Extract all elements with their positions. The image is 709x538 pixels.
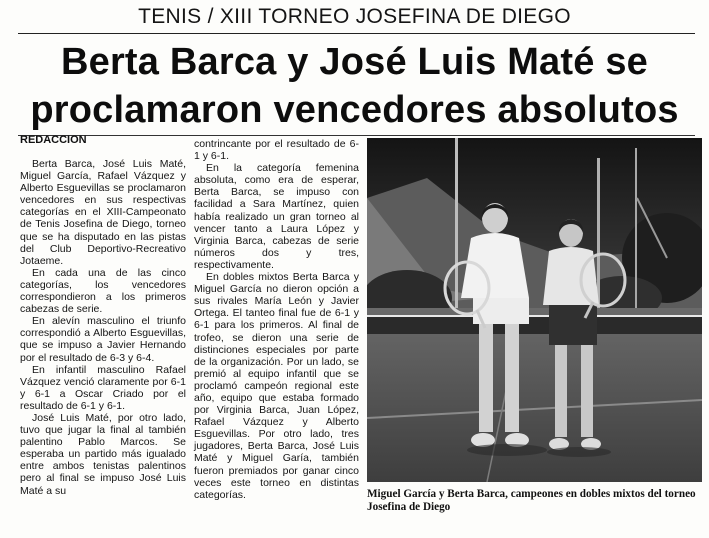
paragraph: En dobles mixtos Berta Barca y Miguel García no dieron opción a sus rivales María León y Javier Ortega. El tanteo final fue de 6-1 y 6-1 para los primeros. Al final de trofeo, se dieron una serie de distinciones especiales por parte de la organización. Por un lado, se premió al equipo infantil que se proclamó campeón regional este año, equipo que estaba formado por Virginia Barca, Juan López, Rafael Vázquez y Alberto Esguevillas. Por otro lado, tres jugadores, Berta Barca, José Luis Maté y Miguel Garía, también fueron premiados por ganar cinco veces este torneo en distintas categorías. [194,271,359,501]
section-header: TENIS / XIII TORNEO JOSEFINA DE DIEGO [138,5,571,28]
paragraph: En alevín masculino el triunfo correspondió a Alberto Esguevillas, que se impuso a Javier Hernando por el resultado de 6-3 y 6-4. [20,315,186,364]
photo-illustration [367,138,702,482]
byline: REDACCION [20,134,87,146]
article-photo [367,138,702,482]
paragraph: contrincante por el resultado de 6-1 y 6-1. [194,138,359,163]
headline-line-1: Berta Barca y José Luis Maté se [60,41,649,83]
article-column-1 [20,158,186,497]
paragraph: En la categoría femenina absoluta, como era de esperar, Berta Barca, se impuso con facilidad a Sara Martínez, quien había realizado un gran torneo al vencer tanto a Laura López y Virginia Barca, cabezas de serie números dos y tres, respectivamente. [194,162,359,271]
paragraph: José Luis Maté, por otro lado, tuvo que jugar la final al también palentino Pablo Marcos. Se esperaba un partido más igualado entre ambos tenistas palentinos pero al final se impuso José Luis Maté a su [20,411,186,497]
headline [0,38,709,134]
headline-rule [18,135,695,136]
photo-caption: Miguel García y Berta Barca, campeones en dobles mixtos del torneo Josefina de Diego [367,488,696,513]
paragraph: En infantil masculino Rafael Vázquez venció claramente por 6-1 y 6-1 a Oscar Criado por el resultado de 6-1 y 6-1. [20,363,186,412]
header-rule [18,33,695,34]
article-column-2 [194,138,359,501]
paragraph: En cada una de las cinco categorías, los vencedores correspondieron a los primeros cabezas de serie. [20,266,186,316]
paragraph: Berta Barca, José Luis Maté, Miguel García, Rafael Vázquez y Alberto Esguevillas se proclamaron vencedores en sus respectivas categorías en el XIII-Campeonato de Tenis Josefina de Diego, torneo que se ha disputado en las pistas del Club Deportivo-Recreativo Jotaeme. [20,158,186,267]
headline-line-2: proclamaron vencedores absolutos [30,89,679,131]
